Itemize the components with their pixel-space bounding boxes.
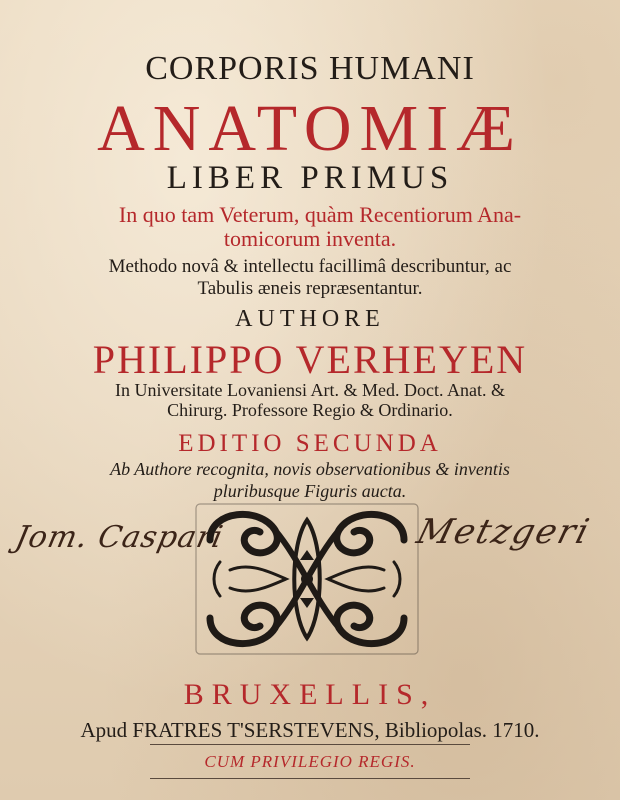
title-line-anatomiae: ANATOMIÆ [97, 92, 523, 165]
method-line-2: Tabulis æneis repræsentantur. [197, 278, 423, 299]
author-title-line-2: Chirurg. Professore Regio & Ordinario. [167, 400, 453, 420]
ornament-vignette [190, 500, 424, 658]
edition-statement: EDITIO SECUNDA [178, 430, 442, 457]
edition-note-line-1: Ab Authore recognita, novis observationibus & inventis [110, 459, 510, 479]
subtitle-line-1: In quo tam Veterum, quàm Recentiorum Ana- [118, 202, 522, 227]
subtitle-line-2: tomicorum inventa. [223, 226, 397, 251]
manuscript-inscription-left: Jom. Caspari [12, 520, 227, 555]
authore-label: AUTHORE [235, 306, 385, 332]
imprint-publisher: Apud FRATRES T'SERSTEVENS, Bibliopolas. 1710. [80, 718, 540, 742]
title-line-liber-primus: LIBER PRIMUS [166, 160, 454, 196]
manuscript-inscription-right: Metzgeri [412, 512, 595, 552]
rule-upper [150, 744, 470, 745]
title-line-corporis-humani: CORPORIS HUMANI [145, 50, 475, 87]
edition-note-line-2: pluribusque Figuris aucta. [213, 481, 407, 501]
method-line-1: Methodo novâ & intellectu facillimâ describuntur, ac [108, 256, 512, 277]
privilege-line: CUM PRIVILEGIO REGIS. [204, 752, 416, 771]
rule-lower [150, 778, 470, 779]
author-name: PHILIPPO VERHEYEN [92, 337, 528, 382]
imprint-place: BRUXELLIS, [183, 678, 437, 711]
author-title-line-1: In Universitate Lovaniensi Art. & Med. Doct. Anat. & [115, 380, 505, 400]
